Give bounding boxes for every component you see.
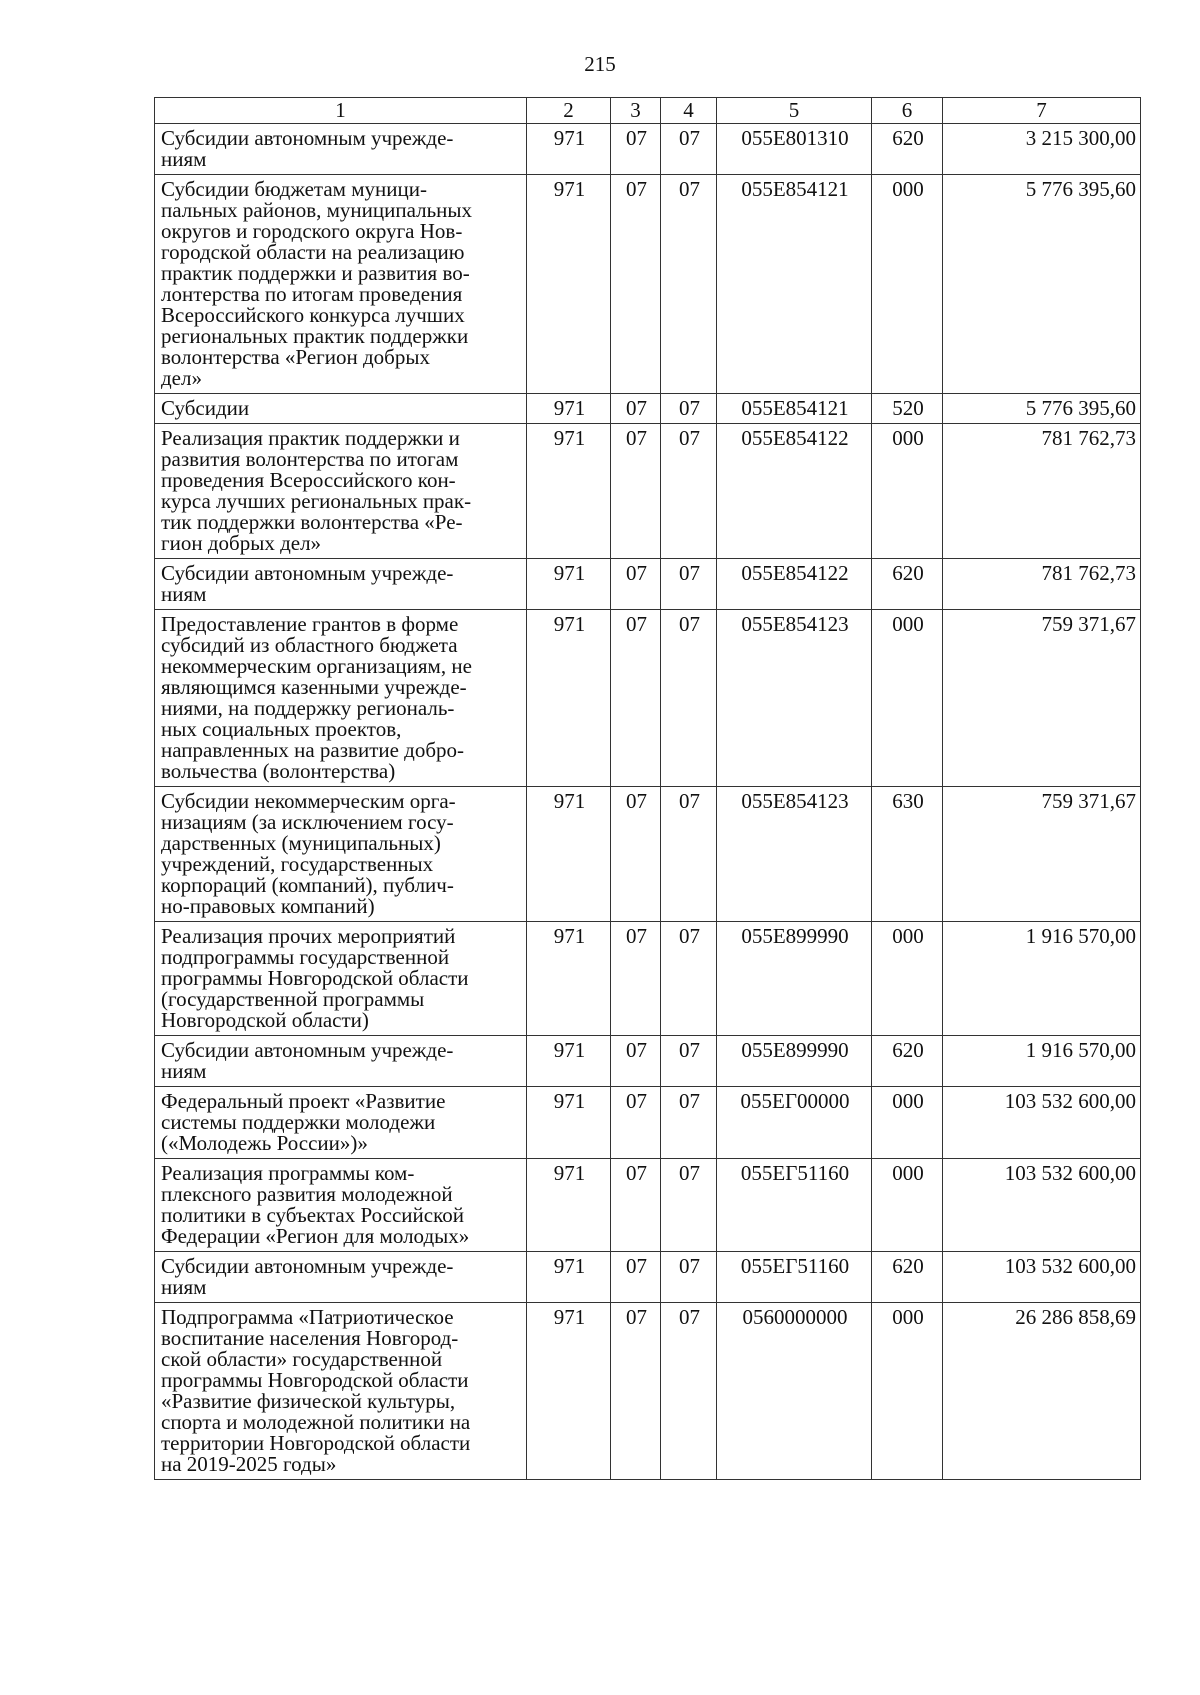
row-name-cell: Реализация практик поддержки и развития волонтерства по итогам проведения Всероссийского кон- курса лучших региональных прак- тик поддержки волонтерства «Ре- гион добрых дел» (155, 424, 527, 559)
ministry-code-cell: 971 (527, 175, 611, 394)
table-row (155, 1252, 1141, 1303)
target-article-cell: 055E854123 (717, 610, 872, 787)
target-article-cell: 055E854122 (717, 424, 872, 559)
subsection-code-cell: 07 (661, 175, 717, 394)
column-header: 2 (527, 98, 611, 124)
subsection-code-cell: 07 (661, 1036, 717, 1087)
section-code-cell: 07 (611, 922, 661, 1036)
target-article-cell: 055EГ51160 (717, 1159, 872, 1252)
table-row (155, 1303, 1141, 1480)
amount-cell: 781 762,73 (943, 424, 1141, 559)
subsection-code-cell: 07 (661, 394, 717, 424)
row-name-cell: Субсидии автономным учрежде- ниям (155, 124, 527, 175)
expense-type-cell: 520 (872, 394, 943, 424)
amount-cell: 781 762,73 (943, 559, 1141, 610)
row-name-cell: Субсидии некоммерческим орга- низациям (за исключением госу- дарственных (муниципальных) учреждений, государственных корпораций (компаний), публич- но-правовых компаний) (155, 787, 527, 922)
amount-cell: 1 916 570,00 (943, 922, 1141, 1036)
expense-type-cell: 000 (872, 1159, 943, 1252)
target-article-cell: 0560000000 (717, 1303, 872, 1480)
amount-cell: 759 371,67 (943, 787, 1141, 922)
expense-type-cell: 000 (872, 610, 943, 787)
ministry-code-cell: 971 (527, 1303, 611, 1480)
subsection-code-cell: 07 (661, 1252, 717, 1303)
subsection-code-cell: 07 (661, 124, 717, 175)
amount-cell: 1 916 570,00 (943, 1036, 1141, 1087)
row-name-cell: Субсидии бюджетам муници- пальных районов, муниципальных округов и городского округа Нов- городской области на реализацию практик поддержки и развития во- лонтерства по итогам проведения Всероссийского конкурса лучших региональных практик поддержки волонтерства «Регион добрых дел» (155, 175, 527, 394)
column-header: 7 (943, 98, 1141, 124)
ministry-code-cell: 971 (527, 394, 611, 424)
section-code-cell: 07 (611, 175, 661, 394)
ministry-code-cell: 971 (527, 1159, 611, 1252)
target-article-cell: 055E854121 (717, 175, 872, 394)
target-article-cell: 055E854121 (717, 394, 872, 424)
section-code-cell: 07 (611, 1159, 661, 1252)
table-row (155, 1087, 1141, 1159)
table-row (155, 922, 1141, 1036)
section-code-cell: 07 (611, 1087, 661, 1159)
table-row (155, 175, 1141, 394)
budget-table (154, 97, 1141, 1480)
row-name-cell: Субсидии автономным учрежде- ниям (155, 1036, 527, 1087)
row-name-cell: Подпрограмма «Патриотическое воспитание населения Новгород- ской области» государственной программы Новгородской области «Развитие физической культуры, спорта и молодежной политики на территории Новгородской области на 2019-2025 годы» (155, 1303, 527, 1480)
target-article-cell: 055E854123 (717, 787, 872, 922)
amount-cell: 103 532 600,00 (943, 1252, 1141, 1303)
section-code-cell: 07 (611, 1252, 661, 1303)
subsection-code-cell: 07 (661, 1087, 717, 1159)
section-code-cell: 07 (611, 787, 661, 922)
column-header: 6 (872, 98, 943, 124)
row-name-cell: Субсидии (155, 394, 527, 424)
section-code-cell: 07 (611, 559, 661, 610)
column-header: 3 (611, 98, 661, 124)
table-row (155, 124, 1141, 175)
expense-type-cell: 000 (872, 175, 943, 394)
ministry-code-cell: 971 (527, 610, 611, 787)
ministry-code-cell: 971 (527, 787, 611, 922)
ministry-code-cell: 971 (527, 1087, 611, 1159)
section-code-cell: 07 (611, 610, 661, 787)
table-row (155, 787, 1141, 922)
expense-type-cell: 620 (872, 1036, 943, 1087)
row-name-cell: Субсидии автономным учрежде- ниям (155, 1252, 527, 1303)
expense-type-cell: 620 (872, 559, 943, 610)
table-row (155, 1159, 1141, 1252)
amount-cell: 5 776 395,60 (943, 175, 1141, 394)
row-name-cell: Предоставление грантов в форме субсидий из областного бюджета некоммерческим организациям, не являющимся казенными учрежде- ниями, на поддержку региональ- ных социальных проектов, направленных на развитие добро- вольчества (волонтерства) (155, 610, 527, 787)
section-code-cell: 07 (611, 1303, 661, 1480)
amount-cell: 26 286 858,69 (943, 1303, 1141, 1480)
table-row (155, 424, 1141, 559)
target-article-cell: 055E899990 (717, 1036, 872, 1087)
subsection-code-cell: 07 (661, 922, 717, 1036)
column-header: 4 (661, 98, 717, 124)
table-row (155, 1036, 1141, 1087)
column-header: 1 (155, 98, 527, 124)
section-code-cell: 07 (611, 394, 661, 424)
subsection-code-cell: 07 (661, 1303, 717, 1480)
target-article-cell: 055EГ00000 (717, 1087, 872, 1159)
table-row (155, 394, 1141, 424)
amount-cell: 5 776 395,60 (943, 394, 1141, 424)
target-article-cell: 055E899990 (717, 922, 872, 1036)
ministry-code-cell: 971 (527, 124, 611, 175)
page-number: 215 (584, 52, 616, 76)
target-article-cell: 055EГ51160 (717, 1252, 872, 1303)
column-header: 5 (717, 98, 872, 124)
subsection-code-cell: 07 (661, 424, 717, 559)
section-code-cell: 07 (611, 1036, 661, 1087)
ministry-code-cell: 971 (527, 1036, 611, 1087)
ministry-code-cell: 971 (527, 1252, 611, 1303)
subsection-code-cell: 07 (661, 610, 717, 787)
expense-type-cell: 000 (872, 424, 943, 559)
table-row (155, 559, 1141, 610)
expense-type-cell: 000 (872, 1087, 943, 1159)
expense-type-cell: 000 (872, 1303, 943, 1480)
expense-type-cell: 630 (872, 787, 943, 922)
expense-type-cell: 620 (872, 124, 943, 175)
row-name-cell: Реализация программы ком- плексного развития молодежной политики в субъектах Российской Федерации «Регион для молодых» (155, 1159, 527, 1252)
expense-type-cell: 000 (872, 922, 943, 1036)
table-row (155, 610, 1141, 787)
expense-type-cell: 620 (872, 1252, 943, 1303)
subsection-code-cell: 07 (661, 1159, 717, 1252)
section-code-cell: 07 (611, 424, 661, 559)
section-code-cell: 07 (611, 124, 661, 175)
amount-cell: 103 532 600,00 (943, 1159, 1141, 1252)
amount-cell: 103 532 600,00 (943, 1087, 1141, 1159)
subsection-code-cell: 07 (661, 559, 717, 610)
amount-cell: 759 371,67 (943, 610, 1141, 787)
row-name-cell: Субсидии автономным учрежде- ниям (155, 559, 527, 610)
row-name-cell: Федеральный проект «Развитие системы поддержки молодежи («Молодежь России»)» (155, 1087, 527, 1159)
row-name-cell: Реализация прочих мероприятий подпрограммы государственной программы Новгородской области (государственной программы Новгородской области) (155, 922, 527, 1036)
ministry-code-cell: 971 (527, 424, 611, 559)
target-article-cell: 055E801310 (717, 124, 872, 175)
table-header-row (155, 98, 1141, 124)
table-body (155, 124, 1141, 1480)
target-article-cell: 055E854122 (717, 559, 872, 610)
subsection-code-cell: 07 (661, 787, 717, 922)
ministry-code-cell: 971 (527, 559, 611, 610)
ministry-code-cell: 971 (527, 922, 611, 1036)
amount-cell: 3 215 300,00 (943, 124, 1141, 175)
